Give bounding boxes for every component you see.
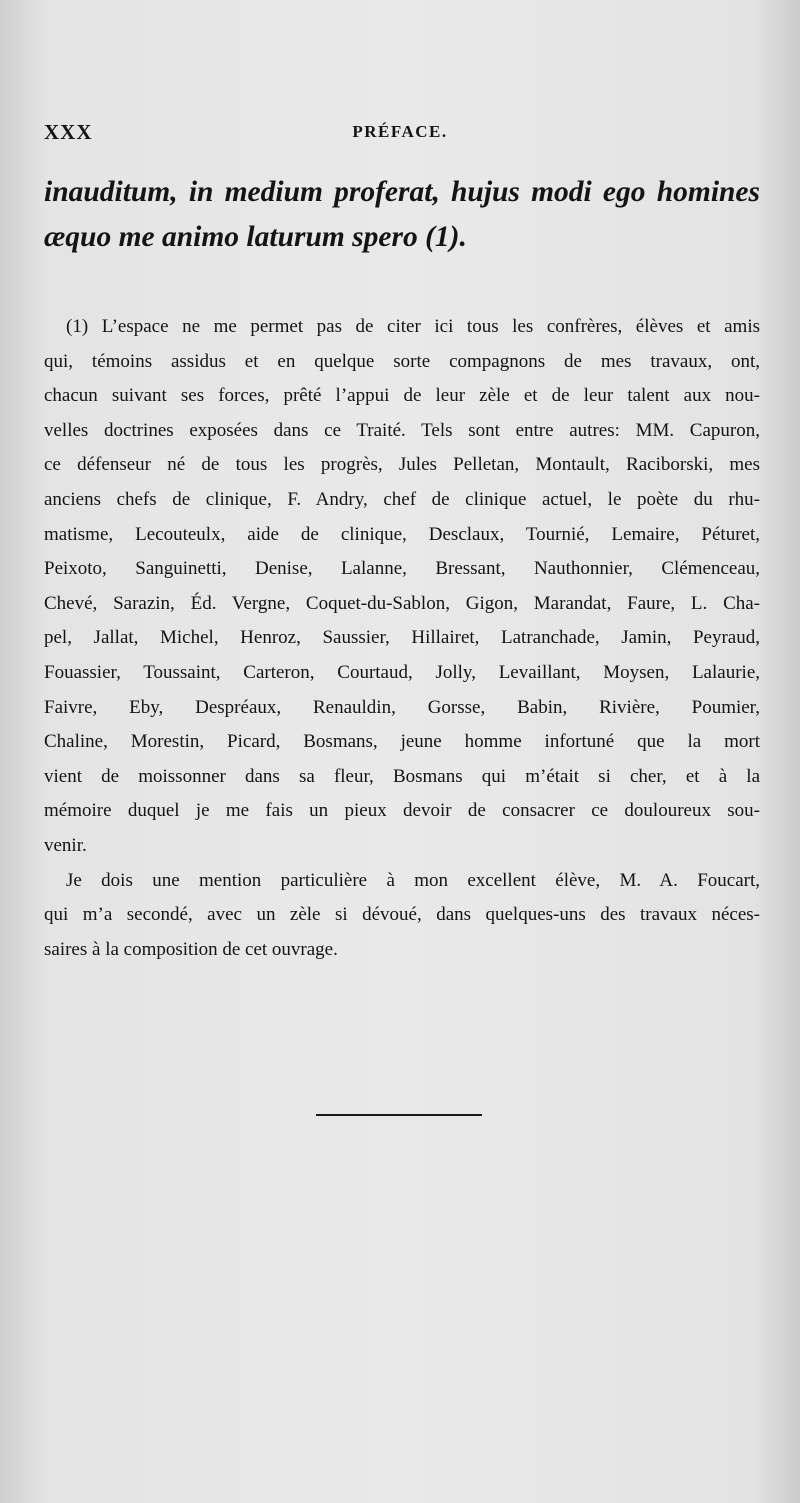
footnote-line: Chevé, Sarazin, Éd. Vergne, Coquet-du-Sablon, Gigon, Marandat, Faure, L. Cha- (44, 592, 760, 614)
footnote-line: matisme, Lecouteulx, aide de clinique, Desclaux, Tournié, Lemaire, Péturet, (44, 523, 760, 545)
footnote-line: (1) L’espace ne me permet pas de citer ici tous les confrères, élèves et amis (66, 316, 760, 337)
footnote-line: anciens chefs de clinique, F. Andry, chef de clinique actuel, le poète du rhu- (44, 488, 760, 510)
footnote-line: velles doctrines exposées dans ce Traité. Tels sont entre autres: MM. Capuron, (44, 419, 760, 441)
footnote-line: Faivre, Eby, Despréaux, Renauldin, Gorsse, Babin, Rivière, Poumier, (44, 696, 760, 718)
footnote-line: Peixoto, Sanguinetti, Denise, Lalanne, Bressant, Nauthonnier, Clémenceau, (44, 558, 760, 580)
footnote-line: saires à la composition de cet ouvrage. (44, 938, 338, 960)
footnote (44, 310, 760, 967)
main-text (44, 170, 760, 260)
horizontal-rule (316, 1114, 482, 1116)
footnote-line: qui m’a secondé, avec un zèle si dévoué, dans quelques-uns des travaux néces- (44, 904, 760, 926)
footnote-line: pel, Jallat, Michel, Henroz, Saussier, Hillairet, Latranchade, Jamin, Peyraud, (44, 627, 760, 649)
footnote-line: Chaline, Morestin, Picard, Bosmans, jeune homme infortuné que la mort (44, 731, 760, 753)
page-number: XXX (44, 120, 93, 144)
text-line: inauditum, in medium proferat, hujus modi ego homines (44, 176, 760, 208)
footnote-line: qui, témoins assidus et en quelque sorte compagnons de mes travaux, ont, (44, 350, 760, 372)
footnote-line: Je dois une mention particulière à mon excellent élève, M. A. Foucart, (66, 869, 760, 891)
footnote-line: vient de moissonner dans sa fleur, Bosmans qui m’était si cher, et à la (44, 765, 760, 787)
page-header (44, 120, 756, 150)
footnote-line: mémoire duquel je me fais un pieux devoir de consacrer ce douloureux sou- (44, 800, 760, 822)
text-line: æquo me animo laturum spero (1). (44, 221, 467, 253)
footnote-line: venir. (44, 834, 87, 856)
footnote-line: ce défenseur né de tous les progrès, Jules Pelletan, Montault, Raciborski, mes (44, 454, 760, 476)
footnote-line: chacun suivant ses forces, prêté l’appui de leur zèle et de leur talent aux nou- (44, 385, 760, 407)
footnote-line: Fouassier, Toussaint, Carteron, Courtaud, Jolly, Levaillant, Moysen, Lalaurie, (44, 661, 760, 683)
running-title: PRÉFACE. (352, 122, 448, 141)
